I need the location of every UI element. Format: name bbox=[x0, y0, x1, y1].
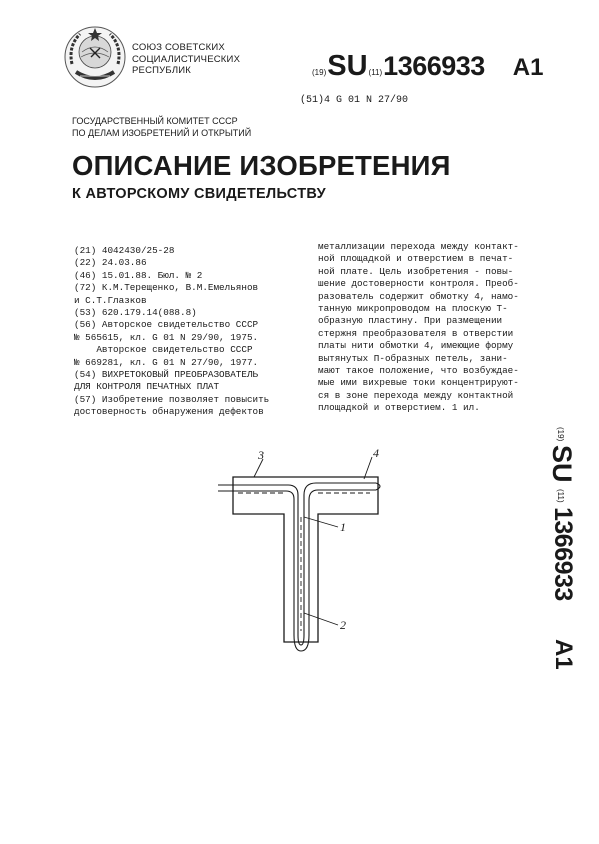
state-emblem-icon bbox=[62, 24, 128, 90]
abstract-column bbox=[318, 241, 553, 415]
side-code-19: (19) bbox=[556, 427, 565, 442]
side-country: SU bbox=[547, 445, 577, 483]
ipc-classification: (51)4 G 01 N 27/90 bbox=[300, 95, 409, 106]
text-line: ся в зоне перехода между контактной bbox=[318, 389, 514, 401]
text-line: № 565615, кл. G 01 N 29/90, 1975. bbox=[74, 331, 259, 343]
transducer-figure bbox=[200, 445, 400, 660]
text-line: (21) 4042430/25-28 bbox=[74, 245, 175, 256]
committee-name bbox=[72, 116, 251, 139]
text-line: (57) Изобретение позволяет повысить bbox=[74, 393, 270, 405]
text-line: (56) Авторское свидетельство СССР bbox=[74, 319, 259, 331]
text-line: ной плате. Цель изобретения - повы- bbox=[318, 265, 514, 277]
text-line: (54) ВИХРЕТОКОВЫЙ ПРЕОБРАЗОВАТЕЛЬ bbox=[74, 369, 259, 381]
number-code: (11) bbox=[368, 68, 383, 77]
t-plate-outline bbox=[233, 477, 378, 642]
committee-line: ПО ДЕЛАМ ИЗОБРЕТЕНИЙ И ОТКРЫТИЙ bbox=[72, 127, 252, 138]
text-line: и С.Т.Глазков bbox=[74, 294, 147, 306]
text-line: (72) К.М.Терещенко, В.М.Емельянов bbox=[74, 282, 259, 294]
document-number bbox=[312, 50, 543, 83]
doc-prefix-code: (19) bbox=[312, 68, 327, 77]
text-line: вытянутых П-образных петель, зани- bbox=[318, 352, 508, 364]
figure-label-4: 4 bbox=[373, 446, 379, 460]
document-kind: A1 bbox=[512, 54, 544, 81]
figure-label-3: 3 bbox=[258, 448, 264, 462]
text-line: (53) 620.179.14(088.8) bbox=[74, 307, 197, 319]
text-line: достоверность обнаружения дефектов bbox=[74, 406, 264, 418]
text-line: металлизации перехода между контакт- bbox=[318, 241, 519, 252]
text-line: разователь содержит обмотку 4, намо- bbox=[318, 290, 519, 302]
union-name-line: СОЮЗ СОВЕТСКИХ bbox=[132, 42, 225, 53]
figure-label-1: 1 bbox=[340, 520, 346, 534]
text-line: ной площадкой и отверстием в печат- bbox=[318, 253, 514, 265]
figure-label-2: 2 bbox=[340, 618, 346, 632]
text-line: мые ими вихревые токи концентрируют- bbox=[318, 377, 519, 389]
side-kind: A1 bbox=[550, 639, 577, 670]
side-document-number bbox=[537, 427, 577, 675]
text-line: мают такое положение, что возбуждае- bbox=[318, 365, 519, 377]
leader-lines bbox=[254, 457, 372, 625]
text-line: Авторское свидетельство СССР bbox=[74, 344, 253, 356]
country-code: SU bbox=[327, 50, 368, 82]
side-code-11: (11) bbox=[556, 489, 565, 503]
union-name-line: СОЦИАЛИСТИЧЕСКИХ bbox=[132, 53, 241, 65]
text-line: площадкой и отверстием. 1 ил. bbox=[318, 402, 480, 414]
text-line: образную пластину. При размещении bbox=[318, 315, 503, 327]
text-line: шение достоверности контроля. Преоб- bbox=[318, 278, 519, 290]
document-subtitle: К АВТОРСКОМУ СВИДЕТЕЛЬСТВУ bbox=[72, 186, 326, 202]
text-line: (22) 24.03.86 bbox=[74, 257, 147, 269]
text-line: (46) 15.01.88. Бюл. № 2 bbox=[74, 269, 203, 281]
bibliographic-column bbox=[74, 245, 299, 419]
union-name bbox=[132, 42, 240, 77]
text-line: стержня преобразователя в отверстии bbox=[318, 327, 514, 339]
committee-line: ГОСУДАРСТВЕННЫЙ КОМИТЕТ СССР bbox=[72, 116, 238, 126]
patent-number: 1366933 bbox=[383, 51, 485, 81]
document-title: ОПИСАНИЕ ИЗОБРЕТЕНИЯ bbox=[72, 150, 451, 181]
text-line: ДЛЯ КОНТРОЛЯ ПЕЧАТНЫХ ПЛАТ bbox=[74, 381, 220, 393]
text-line: № 669281, кл. G 01 N 27/90, 1977. bbox=[74, 356, 259, 368]
winding-coil bbox=[218, 483, 380, 651]
text-line: танную микропроводом на плоскую Т- bbox=[318, 303, 508, 315]
side-number: 1366933 bbox=[549, 507, 577, 601]
union-name-line: РЕСПУБЛИК bbox=[132, 65, 192, 76]
text-line: платы нити обмотки 4, имеющие форму bbox=[318, 340, 514, 352]
